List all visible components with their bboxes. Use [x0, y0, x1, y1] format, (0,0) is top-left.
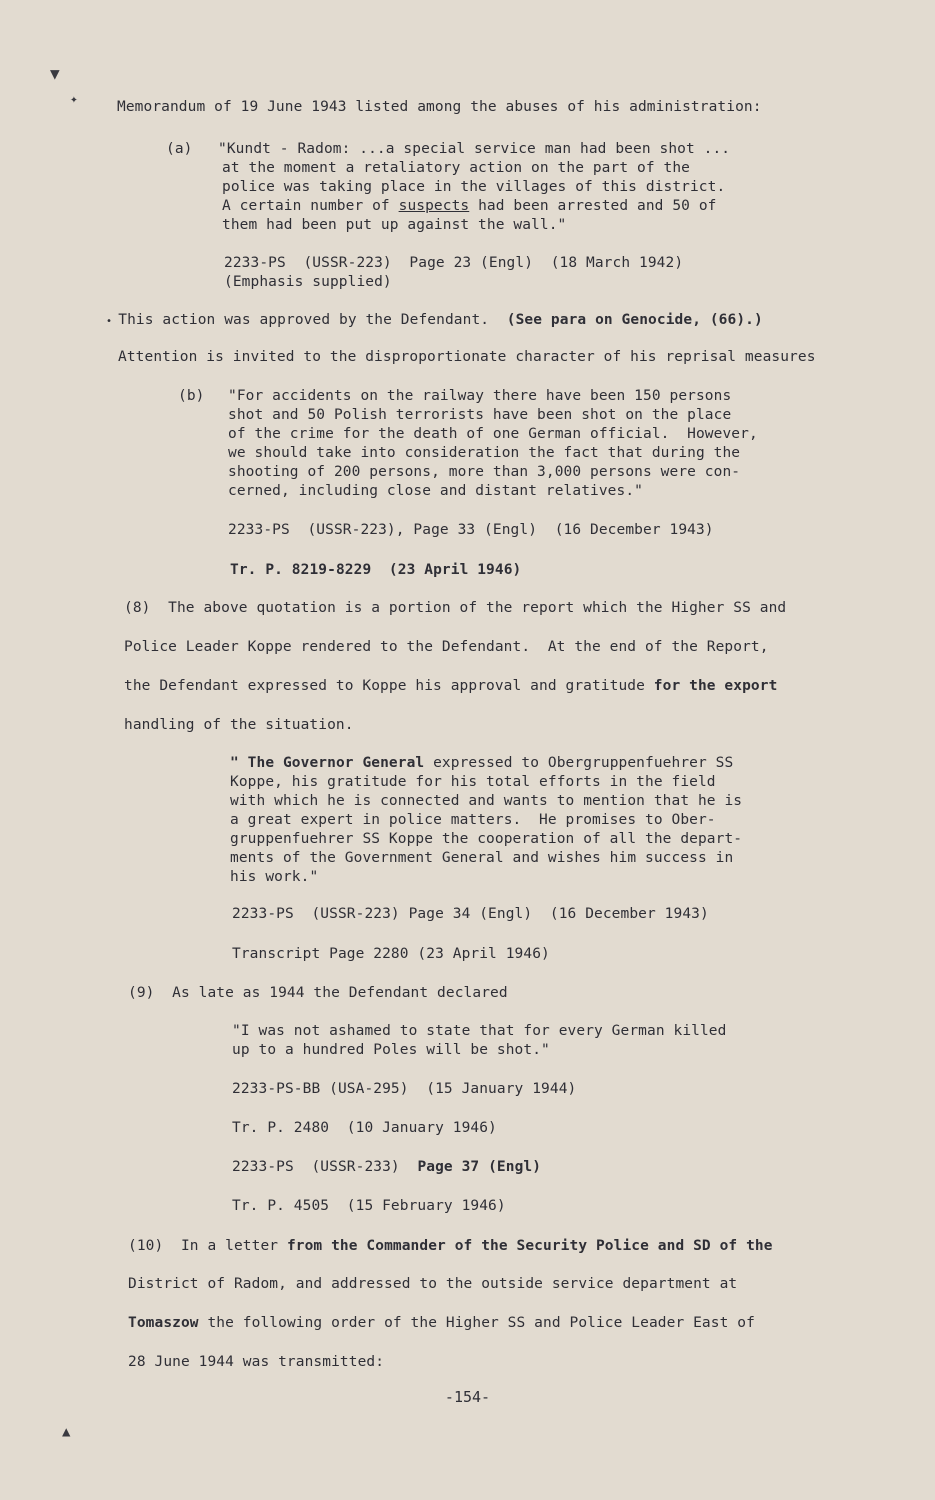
citation-a1: 2233-PS (USSR-223) Page 23 (Engl) (18 March 1942)	[224, 255, 684, 271]
para8-line3-bold: for the export	[653, 678, 778, 694]
quote-c-line1-rest: expressed to Obergruppenfuehrer SS	[424, 755, 734, 771]
quote-a-line5: them had been put up against the wall."	[222, 217, 567, 233]
para10-place: Tomaszow	[128, 1315, 199, 1331]
quote-b-line1: "For accidents on the railway there have been 150 persons	[228, 388, 732, 404]
citation-a2: (Emphasis supplied)	[224, 274, 392, 290]
quote-a-line4-post: had been arrested and 50 of	[469, 198, 717, 214]
quote-b-line3: of the crime for the death of one German official. However,	[228, 426, 758, 442]
citation-d2: Tr. P. 2480 (10 January 1946)	[232, 1120, 497, 1136]
para10-line2: District of Radom, and addressed to the outside service department at	[128, 1276, 738, 1292]
citation-d3-text: 2233-PS (USSR-233)	[232, 1159, 418, 1175]
citation-d1: 2233-PS-BB (USA-295) (15 January 1944)	[232, 1081, 577, 1097]
para10-line3-rest: the following order of the Higher SS and Police Leader East of	[198, 1315, 755, 1331]
quote-b-line4: we should take into consideration the fact that during the	[228, 445, 741, 461]
citation-d3-bold: Page 37 (Engl)	[417, 1159, 542, 1175]
quote-c-line6: ments of the Government General and wishes him success in	[230, 850, 734, 866]
quote-c-line1	[230, 754, 733, 773]
approval-text: This action was approved by the Defendant.	[118, 312, 507, 328]
para8-line3-text: the Defendant expressed to Koppe his approval and gratitude	[124, 678, 654, 694]
margin-mark: ✦	[70, 92, 78, 107]
page-number: -154-	[444, 1388, 491, 1406]
quote-b-line6: cerned, including close and distant relatives."	[228, 483, 643, 499]
citation-d4: Tr. P. 4505 (15 February 1946)	[232, 1198, 506, 1214]
quote-c-line4: a great expert in police matters. He promises to Ober-	[230, 812, 716, 828]
quote-c-line3: with which he is connected and wants to mention that he is	[230, 793, 743, 809]
quote-c-line2: Koppe, his gratitude for his total efforts in the field	[230, 774, 716, 790]
para10-line4: 28 June 1944 was transmitted:	[128, 1354, 385, 1370]
punch-hole-mark-top: ▼	[50, 64, 60, 83]
punch-hole-mark-bottom: ▲	[62, 1424, 71, 1440]
para8-line3	[124, 677, 777, 696]
quote-a-line4	[222, 197, 716, 216]
para8-line4: handling of the situation.	[124, 717, 354, 733]
citation-b1: 2233-PS (USSR-223), Page 33 (Engl) (16 December 1943)	[228, 522, 714, 538]
quote-a-line1: "Kundt - Radom: ...a special service man had been shot ...	[218, 141, 731, 157]
quote-c-line5: gruppenfuehrer SS Koppe the cooperation of all the depart-	[230, 831, 743, 847]
quote-a-label: (a)	[166, 141, 193, 157]
para10-line1-bold: from the Commander of the Security Police and SD of the	[286, 1238, 773, 1254]
quote-a-line4-pre: A certain number of	[222, 198, 399, 214]
approval-reference: (See para on Genocide, (66).)	[506, 312, 763, 328]
quote-d-line2: up to a hundred Poles will be shot."	[232, 1042, 550, 1058]
para9-line: (9) As late as 1944 the Defendant declared	[128, 985, 508, 1001]
quote-b-label: (b)	[178, 388, 205, 404]
quote-d-line1: "I was not ashamed to state that for every German killed	[232, 1023, 727, 1039]
para10-line1-text: (10) In a letter	[128, 1238, 287, 1254]
citation-c1: 2233-PS (USSR-223) Page 34 (Engl) (16 December 1943)	[232, 906, 709, 922]
quote-c-line1-bold: " The Governor General	[230, 755, 425, 771]
quote-a-line2: at the moment a retaliatory action on the part of the	[222, 160, 690, 176]
quote-a-line3: police was taking place in the villages of this district.	[222, 179, 726, 195]
emphasis-suspects: suspects	[398, 198, 470, 214]
approval-line: • This action was approved by the Defendant. (See para on Genocide, (66).)	[106, 312, 763, 328]
para8-line2: Police Leader Koppe rendered to the Defendant. At the end of the Report,	[124, 639, 769, 655]
citation-c2: Transcript Page 2280 (23 April 1946)	[232, 946, 550, 962]
attention-line: Attention is invited to the disproportionate character of his reprisal measures	[118, 349, 816, 365]
para10-line3	[128, 1314, 755, 1333]
quote-c-line7: his work."	[230, 869, 319, 885]
quote-b-line5: shooting of 200 persons, more than 3,000 persons were con-	[228, 464, 741, 480]
citation-b2: Tr. P. 8219-8229 (23 April 1946)	[230, 562, 522, 578]
quote-b-line2: shot and 50 Polish terrorists have been shot on the place	[228, 407, 732, 423]
intro-line: Memorandum of 19 June 1943 listed among the abuses of his administration:	[117, 99, 762, 115]
para10-line1	[128, 1237, 773, 1256]
citation-d3	[232, 1158, 541, 1177]
para8-line1: (8) The above quotation is a portion of the report which the Higher SS and	[124, 600, 787, 616]
